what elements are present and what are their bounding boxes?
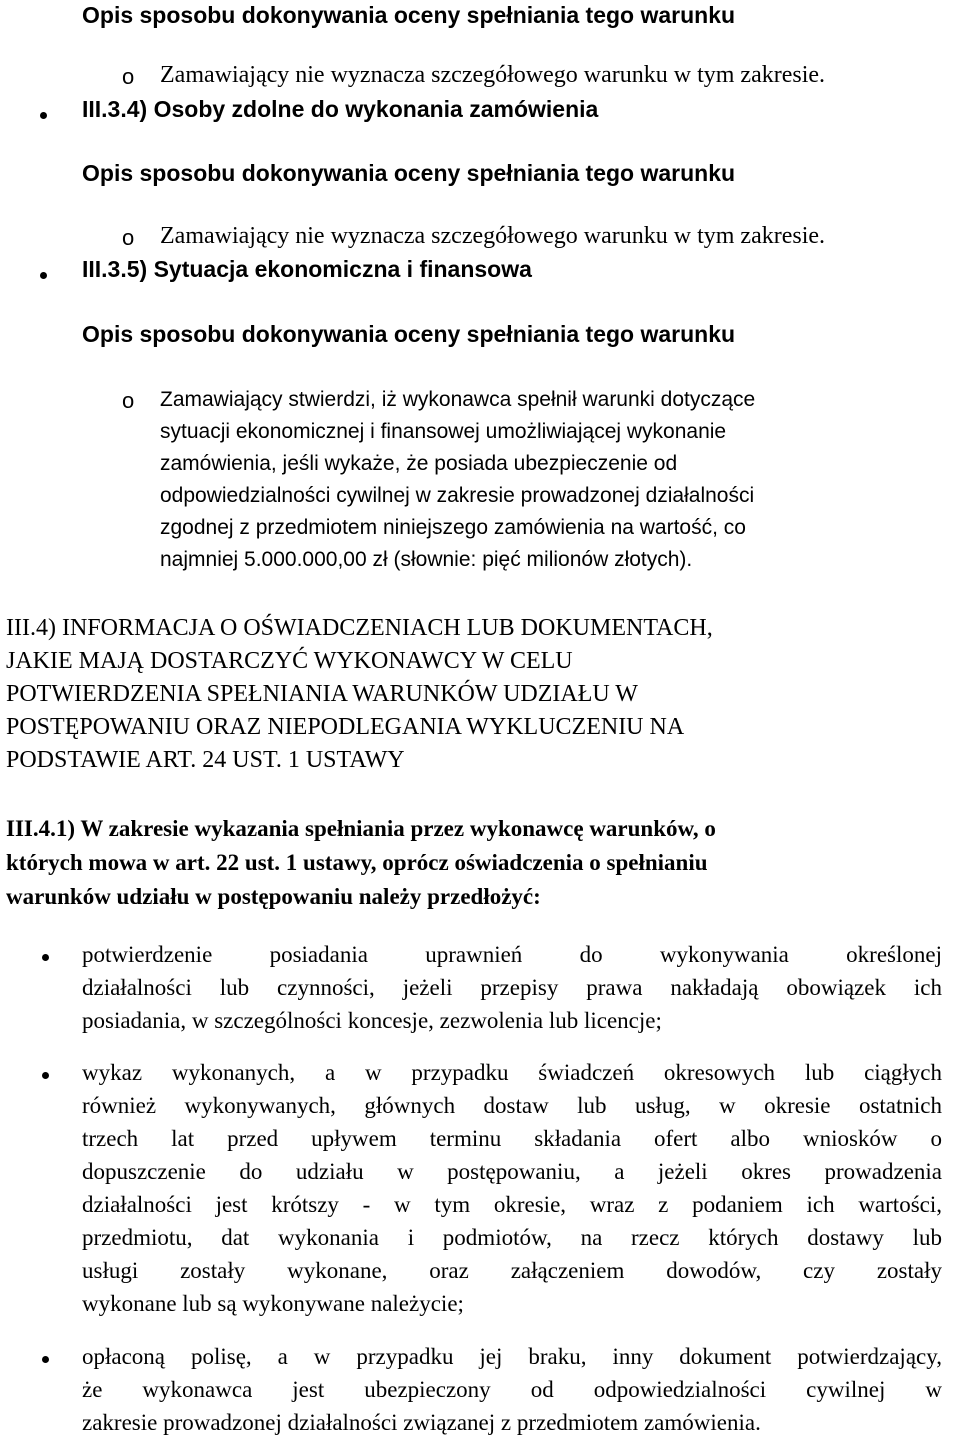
heading-line: POSTĘPOWANIU ORAZ NIEPODLEGANIA WYKLUCZENIU NA xyxy=(6,714,685,740)
paragraph-line: wykonane lub są wykonywane należycie; xyxy=(82,1291,464,1316)
section-heading: III.3.5) Sytuacja ekonomiczna i finansowa xyxy=(82,256,532,282)
paragraph-line: działalności lub czynności, jeżeli przepisy prawa nakładają obowiązek ich xyxy=(82,975,942,1000)
paragraph-line: opłaconą polisę, a w przypadku jej braku, inny dokument potwierdzający, xyxy=(82,1344,942,1369)
bullet-paragraph xyxy=(82,1056,942,1320)
bullet-icon xyxy=(40,112,47,119)
heading-line: POTWIERDZENIA SPEŁNIANIA WARUNKÓW UDZIAŁU W xyxy=(6,681,638,707)
bullet-icon xyxy=(42,1072,49,1079)
list-item-paragraph xyxy=(160,384,920,576)
paragraph-line: usługi zostały wykonane, oraz załączeniem dowodów, czy zostały xyxy=(82,1258,942,1283)
section-opis-heading: Opis sposobu dokonywania oceny spełniania tego warunku xyxy=(82,160,736,186)
bullet-icon xyxy=(42,954,49,961)
section-opis-heading: Opis sposobu dokonywania oceny spełniania tego warunku xyxy=(82,321,736,347)
bullet-paragraph xyxy=(82,938,942,1037)
paragraph-line: najmniej 5.000.000,00 zł (słownie: pięć milionów złotych). xyxy=(160,548,693,571)
paragraph-line: zgodnej z przedmiotem niniejszego zamówienia na wartość, co xyxy=(160,516,746,539)
paragraph-line: posiadania, w szczególności koncesje, zezwolenia lub licencje; xyxy=(82,1008,662,1033)
paragraph-line: również wykonywanych, głównych dostaw lub usług, w okresie ostatnich xyxy=(82,1093,942,1118)
section-4-heading xyxy=(6,612,713,777)
list-marker-o: o xyxy=(122,64,135,89)
section-heading: III.3.4) Osoby zdolne do wykonania zamówienia xyxy=(82,96,599,122)
list-item: Zamawiający nie wyznacza szczegółowego warunku w tym zakresie. xyxy=(160,62,826,88)
paragraph-line: zamówienia, jeśli wykaże, że posiada ubezpieczenie od xyxy=(160,452,678,475)
heading-line: PODSTAWIE ART. 24 UST. 1 USTAWY xyxy=(6,747,405,773)
heading-line: warunków udziału w postępowaniu należy przedłożyć: xyxy=(6,884,541,909)
paragraph-line: trzech lat przed upływem terminu składania ofert albo wniosków o xyxy=(82,1126,942,1151)
paragraph-line: działalności jest krótszy - w tym okresie, wraz z podaniem ich wartości, xyxy=(82,1192,942,1217)
bullet-paragraph xyxy=(82,1340,942,1439)
subsection-heading xyxy=(6,812,716,914)
paragraph-line: zakresie prowadzonej działalności związanej z przedmiotem zamówienia. xyxy=(82,1410,761,1435)
paragraph-line: odpowiedzialności cywilnej w zakresie prowadzonej działalności xyxy=(160,484,755,507)
heading-line: których mowa w art. 22 ust. 1 ustawy, oprócz oświadczenia o spełnianiu xyxy=(6,850,708,875)
paragraph-line: przedmiotu, dat wykonania i podmiotów, na rzecz których dostawy lub xyxy=(82,1225,942,1250)
paragraph-line: potwierdzenie posiadania uprawnień do wykonywania określonej xyxy=(82,942,942,967)
paragraph-line: sytuacji ekonomicznej i finansowej umożliwiającej wykonanie xyxy=(160,420,727,443)
paragraph-line: wykaz wykonanych, a w przypadku świadczeń okresowych lub ciągłych xyxy=(82,1060,942,1085)
section-opis-heading: Opis sposobu dokonywania oceny spełniania tego warunku xyxy=(82,2,736,28)
list-item: Zamawiający nie wyznacza szczegółowego warunku w tym zakresie. xyxy=(160,223,826,249)
list-marker-o: o xyxy=(122,225,135,250)
bullet-icon xyxy=(40,272,47,279)
bullet-icon xyxy=(42,1356,49,1363)
heading-line: JAKIE MAJĄ DOSTARCZYĆ WYKONAWCY W CELU xyxy=(6,648,573,674)
heading-line: III.4.1) W zakresie wykazania spełniania przez wykonawcę warunków, o xyxy=(6,816,716,841)
paragraph-line: Zamawiający stwierdzi, iż wykonawca spełnił warunki dotyczące xyxy=(160,388,756,411)
list-marker-o: o xyxy=(122,388,135,413)
paragraph-line: dopuszczenie do udziału w postępowaniu, a jeżeli okres prowadzenia xyxy=(82,1159,942,1184)
heading-line: III.4) INFORMACJA O OŚWIADCZENIACH LUB DOKUMENTACH, xyxy=(6,615,713,641)
paragraph-line: że wykonawca jest ubezpieczony od odpowiedzialności cywilnej w xyxy=(82,1377,942,1402)
